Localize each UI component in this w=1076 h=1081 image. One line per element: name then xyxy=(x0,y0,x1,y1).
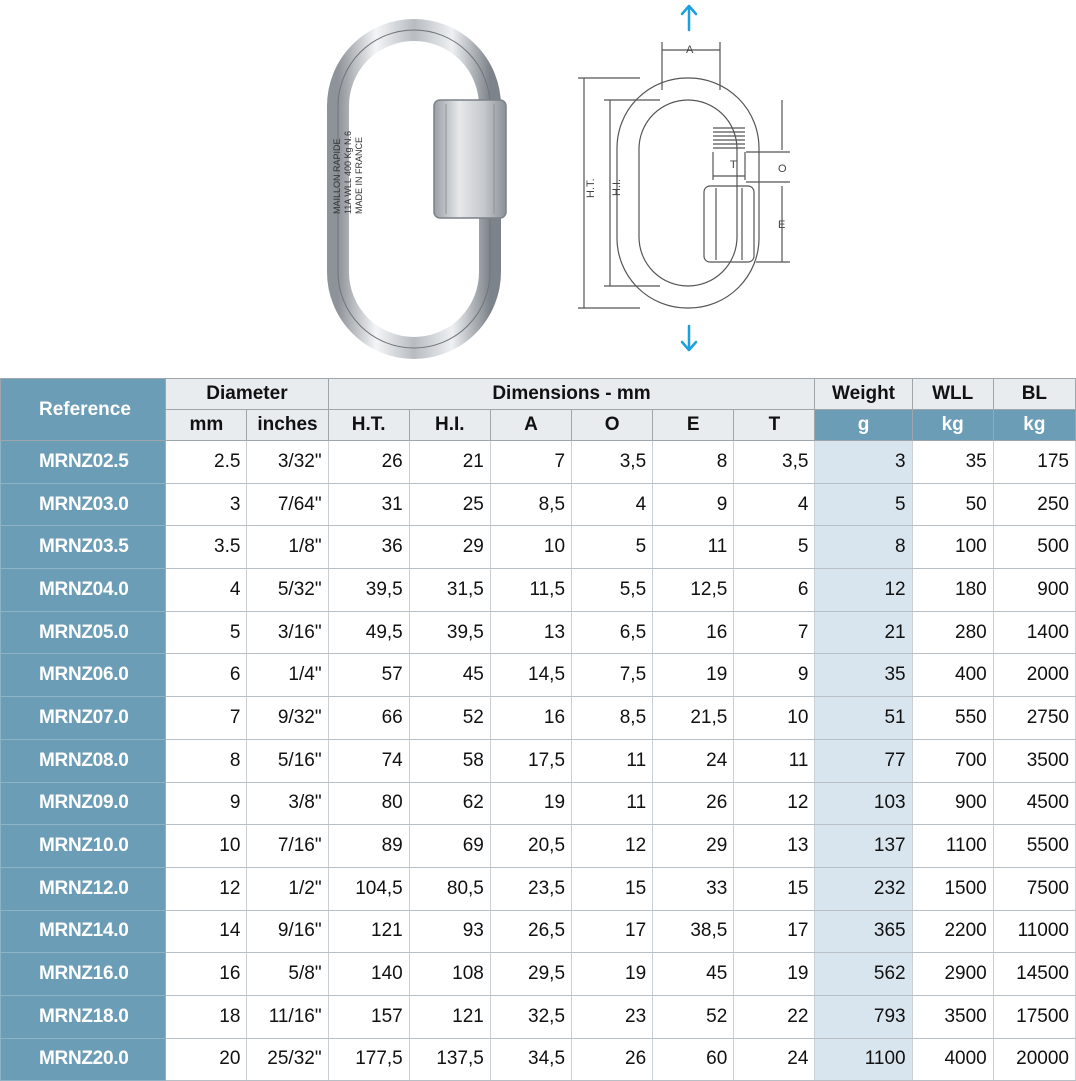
cell-o: 19 xyxy=(572,953,653,996)
cell-wll: 400 xyxy=(912,654,993,697)
dim-e-label: E xyxy=(778,219,786,231)
cell-t: 17 xyxy=(734,910,815,953)
unit-a: A xyxy=(490,410,571,441)
cell-hi: 58 xyxy=(409,739,490,782)
cell-o: 11 xyxy=(572,782,653,825)
cell-e: 16 xyxy=(653,611,734,654)
spec-table xyxy=(0,378,1076,1081)
cell-bl: 1400 xyxy=(993,611,1075,654)
cell-diameter-mm: 9 xyxy=(166,782,247,825)
cell-o: 6,5 xyxy=(572,611,653,654)
cell-bl: 2750 xyxy=(993,697,1075,740)
unit-o: O xyxy=(572,410,653,441)
cell-reference: MRNZ03.0 xyxy=(1,483,166,526)
header-diameter: Diameter xyxy=(166,379,328,410)
table-row xyxy=(1,654,1076,697)
unit-wll-kg: kg xyxy=(912,410,993,441)
cell-ht: 26 xyxy=(328,441,409,484)
cell-wll: 700 xyxy=(912,739,993,782)
cell-hi: 45 xyxy=(409,654,490,697)
quick-link-photo xyxy=(332,30,506,348)
cell-diameter-mm: 18 xyxy=(166,995,247,1038)
cell-a: 10 xyxy=(490,526,571,569)
engraving-line-2: 11A WLL 400 Kg N.6 xyxy=(343,130,353,214)
cell-o: 8,5 xyxy=(572,697,653,740)
cell-ht: 140 xyxy=(328,953,409,996)
cell-hi: 80,5 xyxy=(409,867,490,910)
cell-diameter-mm: 6 xyxy=(166,654,247,697)
cell-ht: 57 xyxy=(328,654,409,697)
unit-e: E xyxy=(653,410,734,441)
cell-reference: MRNZ04.0 xyxy=(1,569,166,612)
cell-diameter-mm: 8 xyxy=(166,739,247,782)
cell-reference: MRNZ09.0 xyxy=(1,782,166,825)
unit-t: T xyxy=(734,410,815,441)
cell-weight: 21 xyxy=(815,611,912,654)
cell-bl: 900 xyxy=(993,569,1075,612)
cell-weight: 3 xyxy=(815,441,912,484)
cell-diameter-mm: 14 xyxy=(166,910,247,953)
cell-hi: 39,5 xyxy=(409,611,490,654)
cell-hi: 25 xyxy=(409,483,490,526)
cell-e: 8 xyxy=(653,441,734,484)
cell-diameter-inches: 5/16" xyxy=(247,739,328,782)
cell-diameter-inches: 3/8" xyxy=(247,782,328,825)
cell-wll: 1500 xyxy=(912,867,993,910)
cell-t: 11 xyxy=(734,739,815,782)
unit-ht: H.T. xyxy=(328,410,409,441)
cell-wll: 900 xyxy=(912,782,993,825)
cell-hi: 121 xyxy=(409,995,490,1038)
cell-t: 15 xyxy=(734,867,815,910)
cell-reference: MRNZ05.0 xyxy=(1,611,166,654)
cell-bl: 500 xyxy=(993,526,1075,569)
cell-hi: 108 xyxy=(409,953,490,996)
cell-t: 4 xyxy=(734,483,815,526)
engraving-line-3: MADE IN FRANCE xyxy=(354,136,364,214)
cell-reference: MRNZ12.0 xyxy=(1,867,166,910)
cell-e: 9 xyxy=(653,483,734,526)
cell-reference: MRNZ02.5 xyxy=(1,441,166,484)
cell-a: 19 xyxy=(490,782,571,825)
table-row xyxy=(1,483,1076,526)
cell-diameter-inches: 25/32" xyxy=(247,1038,328,1081)
header-wll: WLL xyxy=(912,379,993,410)
cell-diameter-inches: 9/16" xyxy=(247,910,328,953)
cell-reference: MRNZ18.0 xyxy=(1,995,166,1038)
cell-hi: 29 xyxy=(409,526,490,569)
cell-o: 11 xyxy=(572,739,653,782)
cell-diameter-inches: 5/32" xyxy=(247,569,328,612)
cell-t: 5 xyxy=(734,526,815,569)
cell-wll: 1100 xyxy=(912,825,993,868)
arrow-down-icon xyxy=(682,326,696,350)
cell-wll: 550 xyxy=(912,697,993,740)
cell-diameter-inches: 1/2" xyxy=(247,867,328,910)
cell-diameter-mm: 3.5 xyxy=(166,526,247,569)
header-bl: BL xyxy=(993,379,1075,410)
dim-t-label: T xyxy=(730,159,737,171)
header-weight: Weight xyxy=(815,379,912,410)
table-row xyxy=(1,782,1076,825)
cell-e: 24 xyxy=(653,739,734,782)
cell-diameter-mm: 20 xyxy=(166,1038,247,1081)
cell-ht: 104,5 xyxy=(328,867,409,910)
arrow-up-icon xyxy=(682,6,696,30)
cell-diameter-inches: 7/16" xyxy=(247,825,328,868)
table-row xyxy=(1,825,1076,868)
cell-hi: 69 xyxy=(409,825,490,868)
cell-a: 7 xyxy=(490,441,571,484)
dim-a-label: A xyxy=(686,44,694,56)
cell-a: 29,5 xyxy=(490,953,571,996)
cell-weight: 12 xyxy=(815,569,912,612)
cell-o: 15 xyxy=(572,867,653,910)
figure-svg xyxy=(0,0,1076,378)
cell-weight: 51 xyxy=(815,697,912,740)
cell-a: 16 xyxy=(490,697,571,740)
cell-e: 33 xyxy=(653,867,734,910)
cell-reference: MRNZ08.0 xyxy=(1,739,166,782)
cell-e: 45 xyxy=(653,953,734,996)
cell-e: 52 xyxy=(653,995,734,1038)
drawing-thread xyxy=(713,128,745,148)
cell-diameter-mm: 16 xyxy=(166,953,247,996)
table-row xyxy=(1,995,1076,1038)
cell-bl: 250 xyxy=(993,483,1075,526)
table-row xyxy=(1,526,1076,569)
cell-wll: 3500 xyxy=(912,995,993,1038)
table-row xyxy=(1,569,1076,612)
cell-ht: 66 xyxy=(328,697,409,740)
cell-bl: 3500 xyxy=(993,739,1075,782)
cell-weight: 793 xyxy=(815,995,912,1038)
cell-e: 19 xyxy=(653,654,734,697)
cell-wll: 100 xyxy=(912,526,993,569)
spec-table-body xyxy=(1,441,1076,1081)
cell-o: 23 xyxy=(572,995,653,1038)
cell-e: 29 xyxy=(653,825,734,868)
cell-weight: 1100 xyxy=(815,1038,912,1081)
table-row xyxy=(1,1038,1076,1081)
cell-t: 3,5 xyxy=(734,441,815,484)
dim-ht-label: H.T. xyxy=(585,178,597,198)
cell-weight: 8 xyxy=(815,526,912,569)
technical-drawing xyxy=(578,42,790,308)
cell-a: 23,5 xyxy=(490,867,571,910)
cell-weight: 137 xyxy=(815,825,912,868)
cell-o: 5,5 xyxy=(572,569,653,612)
cell-diameter-inches: 3/32" xyxy=(247,441,328,484)
cell-weight: 77 xyxy=(815,739,912,782)
cell-o: 12 xyxy=(572,825,653,868)
cell-reference: MRNZ20.0 xyxy=(1,1038,166,1081)
cell-ht: 177,5 xyxy=(328,1038,409,1081)
cell-diameter-inches: 1/8" xyxy=(247,526,328,569)
unit-inches: inches xyxy=(247,410,328,441)
cell-ht: 74 xyxy=(328,739,409,782)
cell-wll: 2200 xyxy=(912,910,993,953)
cell-diameter-mm: 7 xyxy=(166,697,247,740)
unit-weight-g: g xyxy=(815,410,912,441)
cell-weight: 103 xyxy=(815,782,912,825)
cell-bl: 11000 xyxy=(993,910,1075,953)
table-row xyxy=(1,697,1076,740)
unit-hi: H.I. xyxy=(409,410,490,441)
unit-bl-kg: kg xyxy=(993,410,1075,441)
cell-wll: 2900 xyxy=(912,953,993,996)
cell-ht: 36 xyxy=(328,526,409,569)
table-row xyxy=(1,739,1076,782)
cell-weight: 5 xyxy=(815,483,912,526)
drawing-outer-outline xyxy=(617,78,759,308)
cell-bl: 20000 xyxy=(993,1038,1075,1081)
dim-hi-label: H.I. xyxy=(611,178,623,196)
cell-t: 13 xyxy=(734,825,815,868)
cell-hi: 31,5 xyxy=(409,569,490,612)
cell-a: 17,5 xyxy=(490,739,571,782)
cell-hi: 52 xyxy=(409,697,490,740)
cell-e: 38,5 xyxy=(653,910,734,953)
cell-ht: 157 xyxy=(328,995,409,1038)
drawing-nut xyxy=(704,186,754,262)
cell-a: 34,5 xyxy=(490,1038,571,1081)
cell-wll: 280 xyxy=(912,611,993,654)
cell-ht: 89 xyxy=(328,825,409,868)
cell-reference: MRNZ10.0 xyxy=(1,825,166,868)
cell-ht: 121 xyxy=(328,910,409,953)
cell-t: 24 xyxy=(734,1038,815,1081)
table-row xyxy=(1,867,1076,910)
cell-weight: 562 xyxy=(815,953,912,996)
cell-diameter-inches: 3/16" xyxy=(247,611,328,654)
header-reference: Reference xyxy=(1,379,166,441)
cell-a: 20,5 xyxy=(490,825,571,868)
table-row xyxy=(1,910,1076,953)
cell-a: 26,5 xyxy=(490,910,571,953)
cell-o: 17 xyxy=(572,910,653,953)
table-row xyxy=(1,953,1076,996)
unit-mm: mm xyxy=(166,410,247,441)
product-figure xyxy=(0,0,1076,378)
cell-e: 60 xyxy=(653,1038,734,1081)
cell-t: 9 xyxy=(734,654,815,697)
cell-t: 19 xyxy=(734,953,815,996)
cell-wll: 35 xyxy=(912,441,993,484)
cell-ht: 80 xyxy=(328,782,409,825)
cell-diameter-mm: 12 xyxy=(166,867,247,910)
cell-weight: 35 xyxy=(815,654,912,697)
cell-reference: MRNZ03.5 xyxy=(1,526,166,569)
cell-a: 11,5 xyxy=(490,569,571,612)
cell-reference: MRNZ16.0 xyxy=(1,953,166,996)
cell-diameter-inches: 5/8" xyxy=(247,953,328,996)
cell-diameter-mm: 10 xyxy=(166,825,247,868)
cell-diameter-inches: 9/32" xyxy=(247,697,328,740)
cell-hi: 21 xyxy=(409,441,490,484)
cell-bl: 5500 xyxy=(993,825,1075,868)
cell-hi: 62 xyxy=(409,782,490,825)
cell-diameter-mm: 2.5 xyxy=(166,441,247,484)
cell-diameter-mm: 3 xyxy=(166,483,247,526)
cell-weight: 232 xyxy=(815,867,912,910)
quick-link-sleeve xyxy=(434,100,506,218)
cell-o: 5 xyxy=(572,526,653,569)
cell-bl: 4500 xyxy=(993,782,1075,825)
cell-o: 7,5 xyxy=(572,654,653,697)
cell-diameter-inches: 1/4" xyxy=(247,654,328,697)
cell-hi: 137,5 xyxy=(409,1038,490,1081)
table-row xyxy=(1,611,1076,654)
table-row xyxy=(1,441,1076,484)
cell-wll: 4000 xyxy=(912,1038,993,1081)
cell-diameter-inches: 7/64" xyxy=(247,483,328,526)
cell-a: 13 xyxy=(490,611,571,654)
cell-e: 26 xyxy=(653,782,734,825)
cell-reference: MRNZ06.0 xyxy=(1,654,166,697)
cell-e: 11 xyxy=(653,526,734,569)
cell-weight: 365 xyxy=(815,910,912,953)
dim-o-label: O xyxy=(778,163,787,175)
cell-wll: 50 xyxy=(912,483,993,526)
cell-a: 32,5 xyxy=(490,995,571,1038)
cell-t: 22 xyxy=(734,995,815,1038)
cell-diameter-inches: 11/16" xyxy=(247,995,328,1038)
cell-t: 12 xyxy=(734,782,815,825)
cell-reference: MRNZ14.0 xyxy=(1,910,166,953)
cell-bl: 14500 xyxy=(993,953,1075,996)
cell-a: 14,5 xyxy=(490,654,571,697)
cell-diameter-mm: 5 xyxy=(166,611,247,654)
cell-o: 3,5 xyxy=(572,441,653,484)
header-row xyxy=(1,379,1076,410)
cell-t: 10 xyxy=(734,697,815,740)
cell-a: 8,5 xyxy=(490,483,571,526)
cell-bl: 7500 xyxy=(993,867,1075,910)
cell-bl: 175 xyxy=(993,441,1075,484)
cell-wll: 180 xyxy=(912,569,993,612)
cell-ht: 39,5 xyxy=(328,569,409,612)
cell-diameter-mm: 4 xyxy=(166,569,247,612)
cell-ht: 31 xyxy=(328,483,409,526)
header-dimensions: Dimensions - mm xyxy=(328,379,815,410)
cell-hi: 93 xyxy=(409,910,490,953)
cell-reference: MRNZ07.0 xyxy=(1,697,166,740)
cell-bl: 17500 xyxy=(993,995,1075,1038)
cell-t: 7 xyxy=(734,611,815,654)
cell-e: 12,5 xyxy=(653,569,734,612)
cell-o: 4 xyxy=(572,483,653,526)
cell-e: 21,5 xyxy=(653,697,734,740)
engraving-line-1: MAILLON RAPIDE xyxy=(332,138,342,214)
cell-ht: 49,5 xyxy=(328,611,409,654)
spec-table-wrapper xyxy=(0,378,1076,1080)
cell-t: 6 xyxy=(734,569,815,612)
cell-bl: 2000 xyxy=(993,654,1075,697)
cell-o: 26 xyxy=(572,1038,653,1081)
